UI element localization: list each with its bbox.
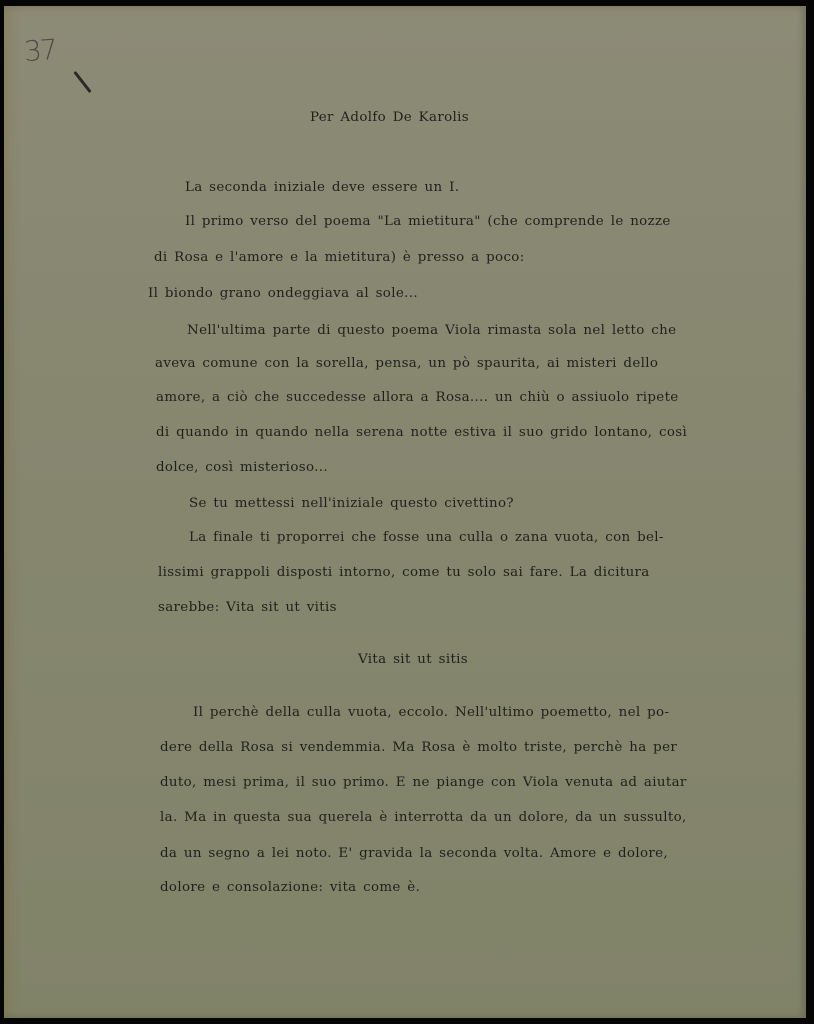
text-line: aveva comune con la sorella, pensa, un pò spaurita, ai misteri dello (155, 356, 659, 371)
text-line: La finale ti proporrei che fosse una culla o zana vuota, con bel- (189, 530, 664, 545)
handwritten-pencil-mark (73, 71, 91, 93)
text-line: sarebbe: Vita sit ut vitis (158, 600, 337, 615)
text-line: Se tu mettessi nell'iniziale questo civettino? (189, 496, 514, 511)
text-line: Il perchè della culla vuota, eccolo. Nell'ultimo poemetto, nel po- (193, 705, 670, 720)
text-line: Nell'ultima parte di questo poema Viola rimasta sola nel letto che (187, 323, 677, 338)
text-line: duto, mesi prima, il suo primo. E ne piange con Viola venuta ad aiutar (160, 775, 687, 790)
document-title: Per Adolfo De Karolis (310, 110, 470, 125)
text-line: Il primo verso del poema "La mietitura" (che comprende le nozze (185, 214, 671, 229)
text-line: Il biondo grano ondeggiava al sole... (148, 286, 418, 301)
text-line: la. Ma in questa sua querela è interrotta da un dolore, da un sussulto, (160, 810, 687, 825)
text-line: da un segno a lei noto. E' gravida la seconda volta. Amore e dolore, (160, 846, 669, 861)
text-line: lissimi grappoli disposti intorno, come tu solo sai fare. La dicitura (158, 565, 650, 580)
centered-motto: Vita sit ut sitis (358, 652, 469, 667)
text-line: dolce, così misterioso... (156, 460, 328, 475)
text-line: dolore e consolazione: vita come è. (160, 880, 421, 895)
document-page (4, 6, 806, 1018)
text-line: La seconda iniziale deve essere un I. (185, 180, 460, 195)
handwritten-page-number: 37 (22, 32, 57, 69)
text-line: dere della Rosa si vendemmia. Ma Rosa è molto triste, perchè ha per (160, 740, 678, 755)
text-line: di Rosa e l'amore e la mietitura) è presso a poco: (154, 250, 525, 265)
text-line: di quando in quando nella serena notte estiva il suo grido lontano, così (156, 425, 688, 440)
text-line: amore, a ciò che succedesse allora a Rosa.... un chiù o assiuolo ripete (156, 390, 679, 405)
